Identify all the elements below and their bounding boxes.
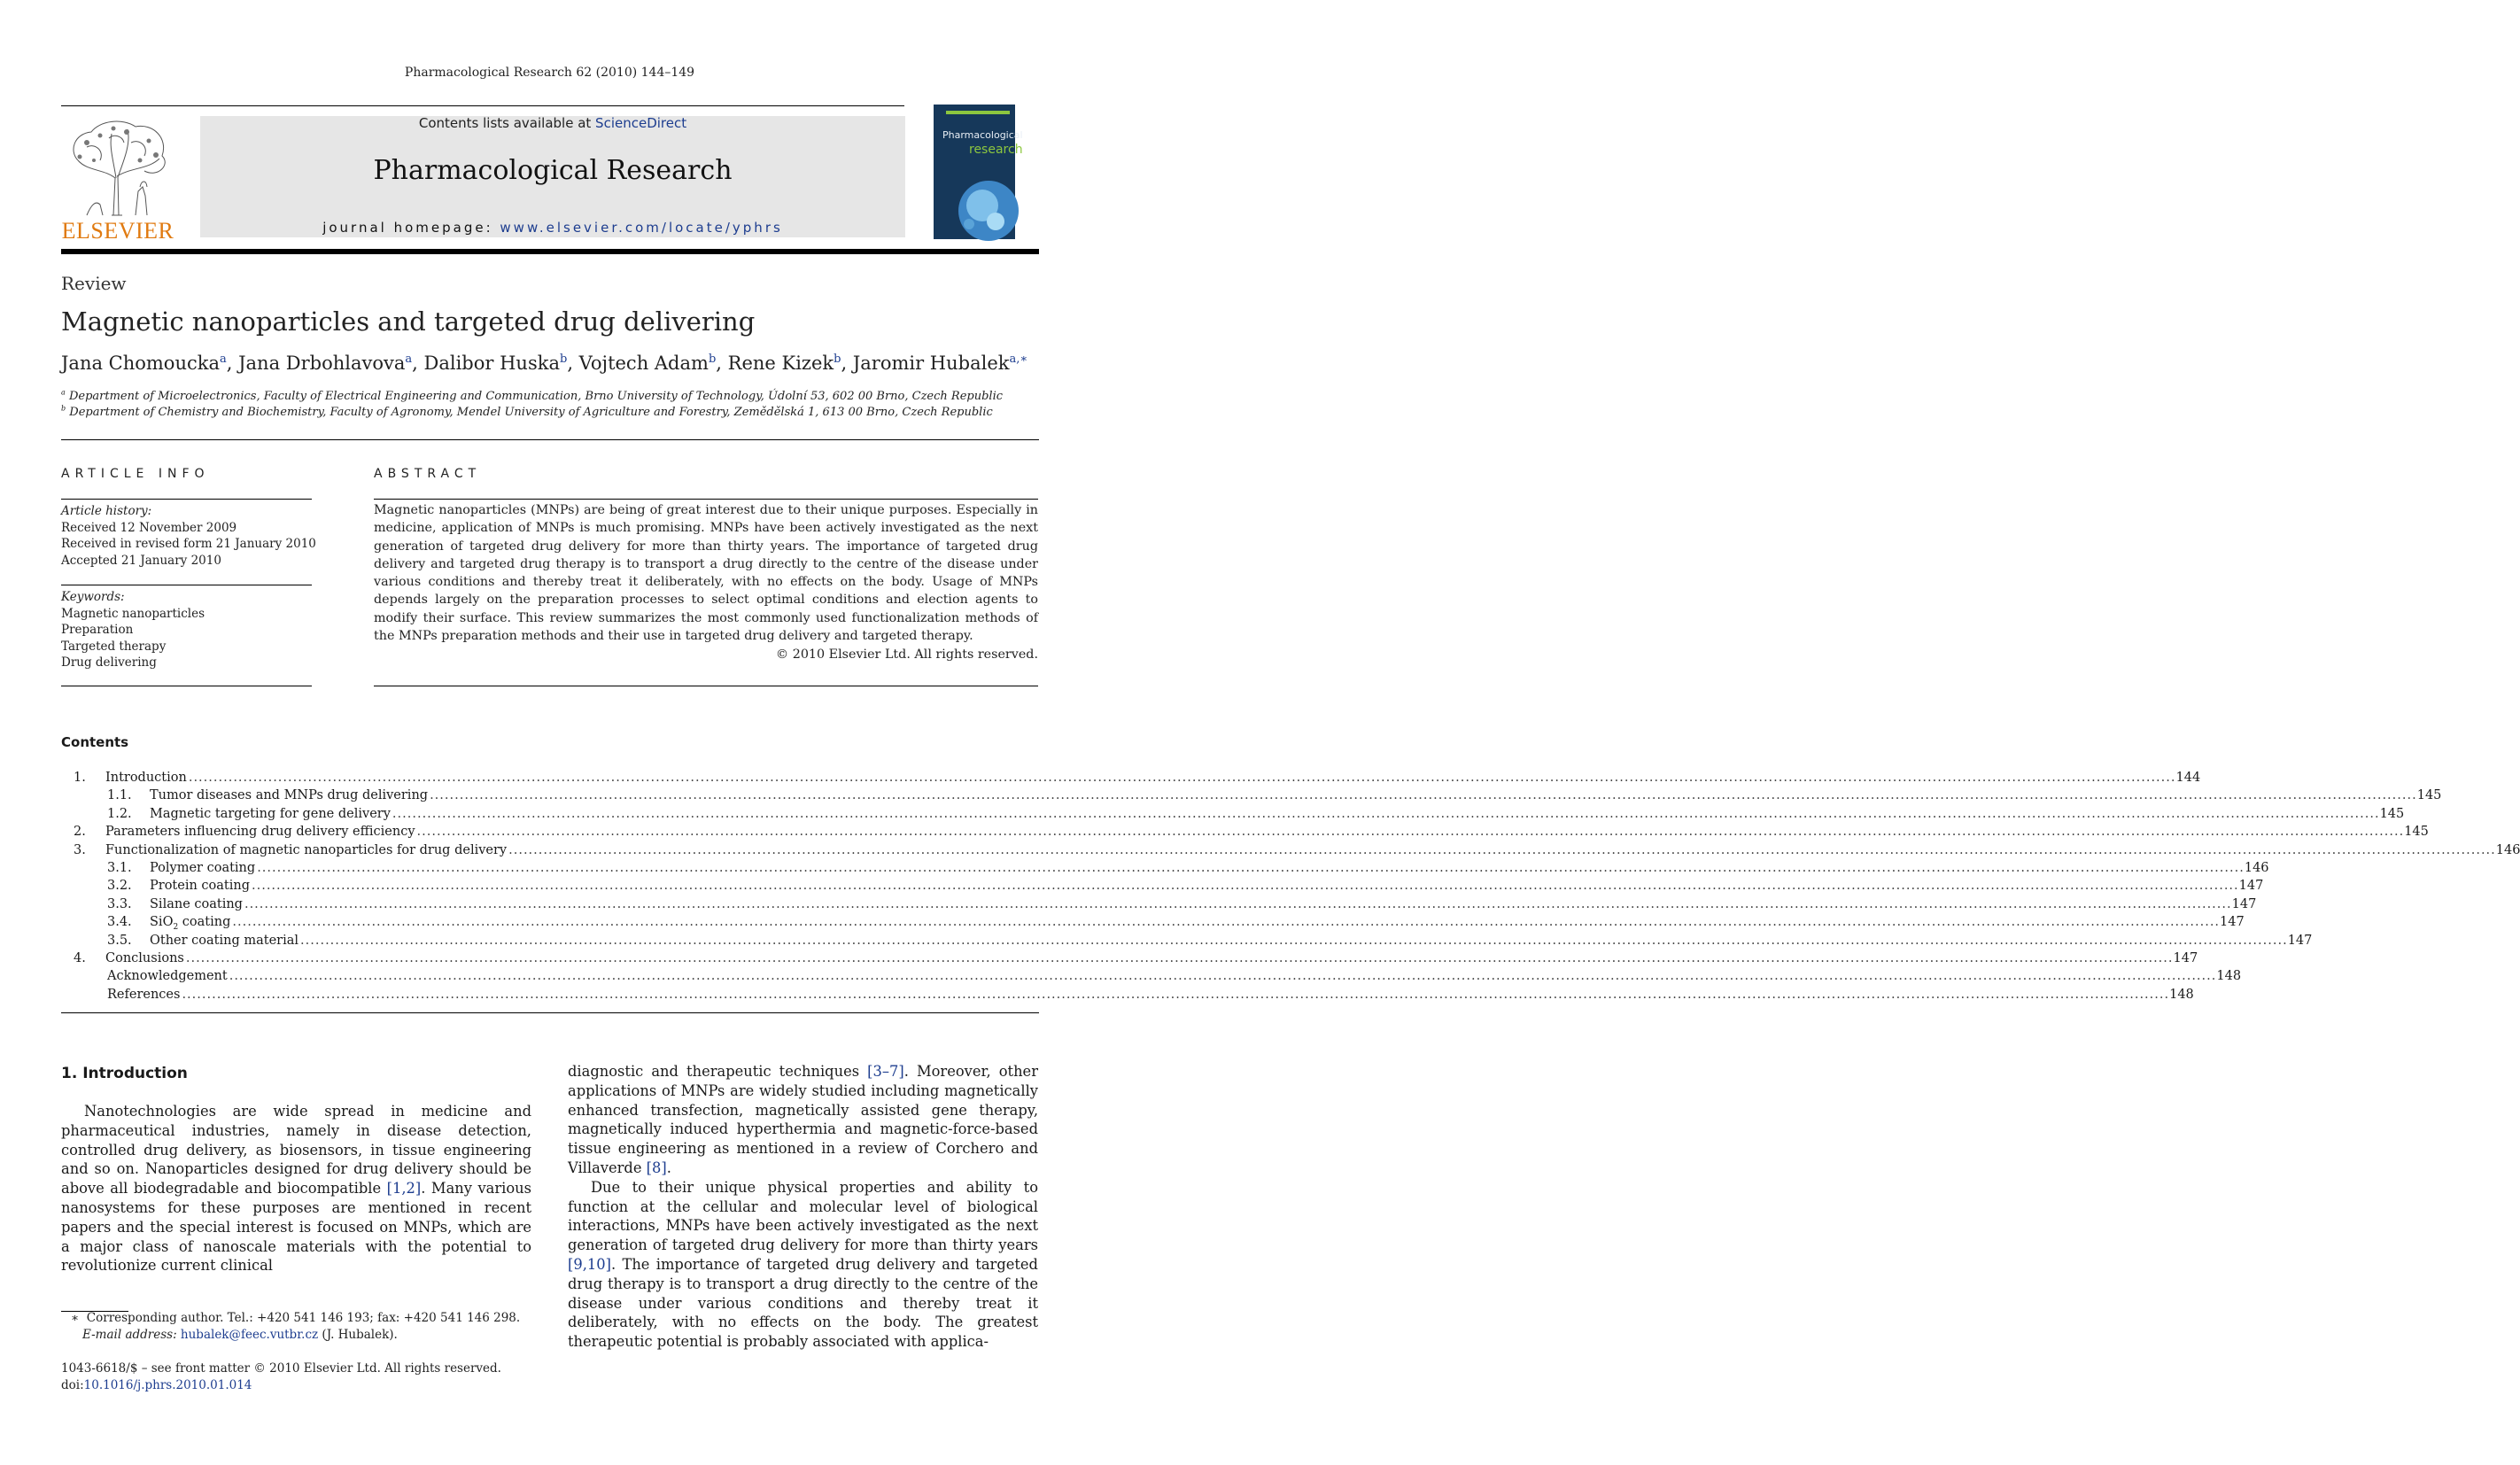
body-column-left bbox=[61, 1102, 531, 1275]
abstract-rule bbox=[374, 499, 1038, 500]
keywords-label: Keywords: bbox=[61, 590, 125, 604]
contents-available-line bbox=[200, 115, 905, 131]
citation-link[interactable]: [8] bbox=[646, 1159, 667, 1176]
history-label: Article history: bbox=[61, 504, 152, 518]
toc-entry[interactable] bbox=[61, 805, 2405, 823]
toc-page: 144 bbox=[2175, 771, 2201, 785]
toc-entry[interactable] bbox=[61, 823, 2429, 841]
cover-artwork bbox=[934, 175, 1015, 239]
toc-entry[interactable] bbox=[61, 769, 2201, 787]
masthead-thick-rule bbox=[61, 249, 1039, 254]
paragraph-text: Due to their unique physical properties and ability to function at the cellular and molecular level of biological interactions, MNPs have been actively investigated as the next generation of targeted drug delivery for more than thirty years bbox=[568, 1178, 1038, 1254]
author-affiliation-mark[interactable]: a,∗ bbox=[1009, 353, 1028, 366]
abstract-text: Magnetic nanoparticles (MNPs) are being of great interest due to their unique purposes. Especially in medicine, application of MNPs is much promising. MNPs have been actively investigated as the next generation of targeted drug delivery for more than thirty years. The importance of targeted drug delivery and targeted drug therapy is to transport a drug directly to the centre of the disease under various conditions and thereby treat it deliberately, with no effects on the body. Usage of MNPs depends largely on the preparation processes to select optimal conditions and election agents to modify their surface. This review summarizes the most commonly used functionalization methods of the MNPs preparation methods and their use in targeted drug delivery and targeted therapy. bbox=[374, 503, 1038, 644]
contents-bottom-rule bbox=[61, 1012, 1039, 1013]
toc-page: 147 bbox=[2173, 950, 2198, 965]
toc-number: 3.2. bbox=[107, 879, 132, 894]
homepage-link[interactable]: www.elsevier.com/locate/yphrs bbox=[500, 220, 783, 236]
toc-number: 3.5. bbox=[107, 933, 132, 948]
journal-homepage-line bbox=[200, 220, 905, 236]
toc-page: 145 bbox=[2416, 788, 2442, 803]
article-history bbox=[61, 503, 316, 569]
keyword: Targeted therapy bbox=[61, 639, 167, 654]
toc-title: Polymer coating bbox=[150, 860, 256, 875]
email-label: E-mail address: bbox=[82, 1328, 177, 1342]
toc-entry[interactable] bbox=[61, 787, 2442, 804]
toc-title-main: SiO bbox=[150, 915, 174, 930]
article-title: Magnetic nanoparticles and targeted drug delivering bbox=[61, 306, 756, 337]
paragraph-text: . bbox=[666, 1159, 671, 1176]
author-name: Jana Chomoucka bbox=[61, 353, 220, 374]
author-affiliation-mark[interactable]: b bbox=[559, 353, 568, 366]
email-link[interactable]: hubalek@feec.vutbr.cz bbox=[180, 1328, 319, 1342]
affiliation-text: Department of Microelectronics, Faculty of Electrical Engineering and Communication, Brno University of Technology, Údolní 53, 602 00 Brno, Czech Republic bbox=[68, 390, 1004, 403]
toc-page: 147 bbox=[2231, 896, 2257, 911]
cover-accent-bar bbox=[946, 111, 1010, 114]
paragraph-text: . Moreover, other applications of MNPs are widely studied including magnetically enhanced transfection, magnetically assisted gene therapy, magnetically induced hyperthermia and magnetic-force-based tissue engineering as mentioned in a review of Corchero and Villaverde bbox=[568, 1063, 1038, 1176]
toc-title: References bbox=[107, 987, 181, 1002]
toc-title: Magnetic targeting for gene delivery bbox=[150, 806, 391, 821]
toc-number: 1.1. bbox=[107, 788, 132, 803]
toc-title: Functionalization of magnetic nanoparticles for drug delivery bbox=[105, 842, 508, 857]
toc-title: Parameters influencing drug delivery efficiency bbox=[105, 825, 415, 840]
toc-leader: ................................................................................................................................................................................................................................................................................................................................................................................................................ bbox=[185, 950, 2174, 965]
toc-leader: ................................................................................................................................................................................................................................................................................................................................................................................................................ bbox=[244, 896, 2232, 911]
toc-page: 145 bbox=[2404, 825, 2429, 840]
journal-name: Pharmacological Research bbox=[373, 155, 733, 186]
toc-leader: ................................................................................................................................................................................................................................................................................................................................................................................................................ bbox=[229, 969, 2217, 984]
paragraph-text: . Many various nanosystems for these purposes are mentioned in recent papers and the special interest is focused on MNPs, which are a major class of nanoscale materials with the potential to revolutionize current clinical bbox=[61, 1180, 531, 1275]
affiliation-mark: a bbox=[61, 388, 66, 397]
footnote-mark: ∗ bbox=[71, 1311, 80, 1325]
keyword: Drug delivering bbox=[61, 655, 157, 670]
toc-title: Tumor diseases and MNPs drug delivering bbox=[150, 788, 429, 803]
issn-line: 1043-6618/$ – see front matter © 2010 Elsevier Ltd. All rights reserved. bbox=[61, 1361, 501, 1376]
author-separator: , bbox=[841, 353, 853, 374]
toc-leader: ................................................................................................................................................................................................................................................................................................................................................................................................................ bbox=[508, 842, 2496, 857]
author-name: Dalibor Huska bbox=[423, 353, 560, 374]
elsevier-wordmark: ELSEVIER bbox=[61, 218, 174, 244]
contents-heading: Contents bbox=[61, 734, 129, 750]
affiliation-text: Department of Chemistry and Biochemistry, Faculty of Agronomy, Mendel University of Agriculture and Forestry, Zemědělská 1, 613 00 Brno, Czech Republic bbox=[69, 406, 993, 419]
toc-leader: ................................................................................................................................................................................................................................................................................................................................................................................................................ bbox=[232, 915, 2221, 930]
affiliation-rule bbox=[61, 439, 1039, 440]
abstract-copyright: © 2010 Elsevier Ltd. All rights reserved. bbox=[775, 647, 1038, 662]
toc-number: 3. bbox=[74, 842, 86, 857]
author-affiliation-mark[interactable]: b bbox=[834, 353, 841, 366]
toc-number: 1. bbox=[74, 771, 86, 785]
paragraph-text: Nanotechnologies are wide spread in medicine and pharmaceutical industries, namely in disease detection, controlled drug delivery, as biosensors, in tissue engineering and so on. Nanoparticles designed for drug delivery should be above all biodegradable and biocompatible bbox=[61, 1103, 531, 1198]
author-affiliation-mark[interactable]: b bbox=[708, 353, 717, 366]
author-affiliation-mark[interactable]: a bbox=[405, 353, 413, 366]
paragraph-text: diagnostic and therapeutic techniques bbox=[568, 1063, 868, 1080]
toc-entry[interactable] bbox=[61, 932, 2313, 950]
toc-entry[interactable] bbox=[61, 913, 2245, 933]
toc-number: 3.4. bbox=[107, 915, 132, 930]
affiliation-b bbox=[61, 406, 993, 419]
toc-page: 146 bbox=[2244, 860, 2269, 875]
toc-title-rest: coating bbox=[178, 915, 231, 930]
toc-leader: ................................................................................................................................................................................................................................................................................................................................................................................................................ bbox=[300, 933, 2288, 948]
toc-entry[interactable] bbox=[61, 967, 2242, 985]
toc-title bbox=[150, 913, 232, 931]
received-date: Received 12 November 2009 bbox=[61, 520, 237, 535]
keyword: Preparation bbox=[61, 623, 134, 637]
toc-leader: ................................................................................................................................................................................................................................................................................................................................................................................................................ bbox=[182, 987, 2170, 1002]
email-suffix: (J. Hubalek). bbox=[318, 1328, 398, 1342]
intro-paragraph bbox=[61, 1102, 531, 1275]
author-name: Jana Drbohlavova bbox=[238, 353, 406, 374]
toc-page: 146 bbox=[2495, 842, 2520, 857]
toc-leader: ................................................................................................................................................................................................................................................................................................................................................................................................................ bbox=[188, 771, 2176, 785]
toc-title: Introduction bbox=[105, 771, 187, 785]
toc-leader: ................................................................................................................................................................................................................................................................................................................................................................................................................ bbox=[252, 879, 2239, 894]
sciencedirect-link[interactable]: ScienceDirect bbox=[595, 115, 687, 131]
introduction-heading: 1. Introduction bbox=[61, 1065, 188, 1082]
paragraph-text: . The importance of targeted drug delivery and targeted drug therapy is to transport a drug directly to the centre of the disease under various conditions and thereby treat it deliberately, with no effects on the body. The greatest therapeutic potential is probably associated with applica- bbox=[568, 1255, 1038, 1351]
article-info-rule bbox=[61, 499, 312, 500]
cover-title-line1: Pharmacological bbox=[942, 129, 1023, 141]
footnote-text: Corresponding author. Tel.: +420 541 146 193; fax: +420 541 146 298. bbox=[86, 1311, 521, 1325]
toc-page: 145 bbox=[2379, 806, 2405, 821]
front-matter-note bbox=[61, 1360, 501, 1393]
toc-leader: ................................................................................................................................................................................................................................................................................................................................................................................................................ bbox=[392, 806, 2380, 821]
toc-title: Conclusions bbox=[105, 950, 184, 965]
toc-number: 4. bbox=[74, 950, 86, 965]
toc-page: 148 bbox=[2169, 987, 2194, 1002]
toc-title: Other coating material bbox=[150, 933, 299, 948]
author-list bbox=[61, 353, 1027, 374]
doi-label: doi: bbox=[61, 1377, 84, 1392]
body-column-right bbox=[568, 1062, 1038, 1352]
toc-entry[interactable] bbox=[61, 986, 2194, 1004]
revised-date: Received in revised form 21 January 2010 bbox=[61, 537, 316, 551]
author-separator: , bbox=[412, 353, 424, 374]
keywords-block bbox=[61, 589, 205, 671]
table-of-contents bbox=[61, 769, 2520, 1004]
toc-entry[interactable] bbox=[61, 859, 2269, 877]
intro-paragraph bbox=[568, 1178, 1038, 1352]
author-name: Jaromir Hubalek bbox=[852, 353, 1010, 374]
toc-page: 147 bbox=[2287, 933, 2313, 948]
toc-number: 1.2. bbox=[107, 806, 132, 821]
toc-page: 148 bbox=[2216, 969, 2242, 984]
corresponding-author-footnote bbox=[71, 1310, 520, 1344]
journal-reference: Pharmacological Research 62 (2010) 144–149 bbox=[404, 66, 695, 80]
header-rule bbox=[61, 105, 904, 106]
toc-title: Acknowledgement bbox=[107, 969, 228, 984]
abstract-heading: ABSTRACT bbox=[374, 467, 482, 481]
cover-title-line2: research bbox=[969, 143, 1023, 157]
author-affiliation-mark[interactable]: a bbox=[219, 353, 227, 366]
author-name: Rene Kizek bbox=[727, 353, 834, 374]
toc-page: 147 bbox=[2220, 915, 2245, 930]
affiliation-a bbox=[61, 390, 1003, 403]
citation-link[interactable]: [9,10] bbox=[568, 1255, 611, 1273]
author-separator: , bbox=[716, 353, 728, 374]
toc-title-subscript: 2 bbox=[173, 923, 179, 933]
toc-leader: ................................................................................................................................................................................................................................................................................................................................................................................................................ bbox=[416, 825, 2405, 840]
journal-cover-image bbox=[934, 105, 1023, 239]
toc-title: Silane coating bbox=[150, 896, 243, 911]
accepted-date: Accepted 21 January 2010 bbox=[61, 553, 221, 568]
toc-number: 3.1. bbox=[107, 860, 132, 875]
homepage-prefix: journal homepage: bbox=[322, 220, 500, 236]
author-separator: , bbox=[226, 353, 239, 374]
toc-entry[interactable] bbox=[61, 950, 2198, 967]
author-name: Vojtech Adam bbox=[578, 353, 709, 374]
toc-number: 3.3. bbox=[107, 896, 132, 911]
affiliation-mark: b bbox=[61, 404, 66, 413]
section-type: Review bbox=[61, 273, 127, 294]
toc-entry[interactable] bbox=[61, 895, 2257, 913]
article-info-heading: ARTICLE INFO bbox=[61, 467, 210, 481]
citation-link[interactable]: [1,2] bbox=[386, 1180, 422, 1198]
toc-entry[interactable] bbox=[61, 841, 2520, 859]
keyword: Magnetic nanoparticles bbox=[61, 606, 205, 621]
toc-leader: ................................................................................................................................................................................................................................................................................................................................................................................................................ bbox=[430, 788, 2417, 803]
author-separator: , bbox=[567, 353, 579, 374]
contents-prefix: Contents lists available at bbox=[418, 115, 596, 131]
toc-title: Protein coating bbox=[150, 879, 250, 894]
toc-leader: ................................................................................................................................................................................................................................................................................................................................................................................................................ bbox=[257, 860, 2245, 875]
doi-link[interactable]: 10.1016/j.phrs.2010.01.014 bbox=[83, 1377, 252, 1392]
toc-page: 147 bbox=[2238, 879, 2264, 894]
toc-number: 2. bbox=[74, 825, 86, 840]
citation-link[interactable]: [3–7] bbox=[867, 1063, 904, 1080]
intro-paragraph bbox=[568, 1062, 1038, 1178]
toc-entry[interactable] bbox=[61, 877, 2264, 895]
